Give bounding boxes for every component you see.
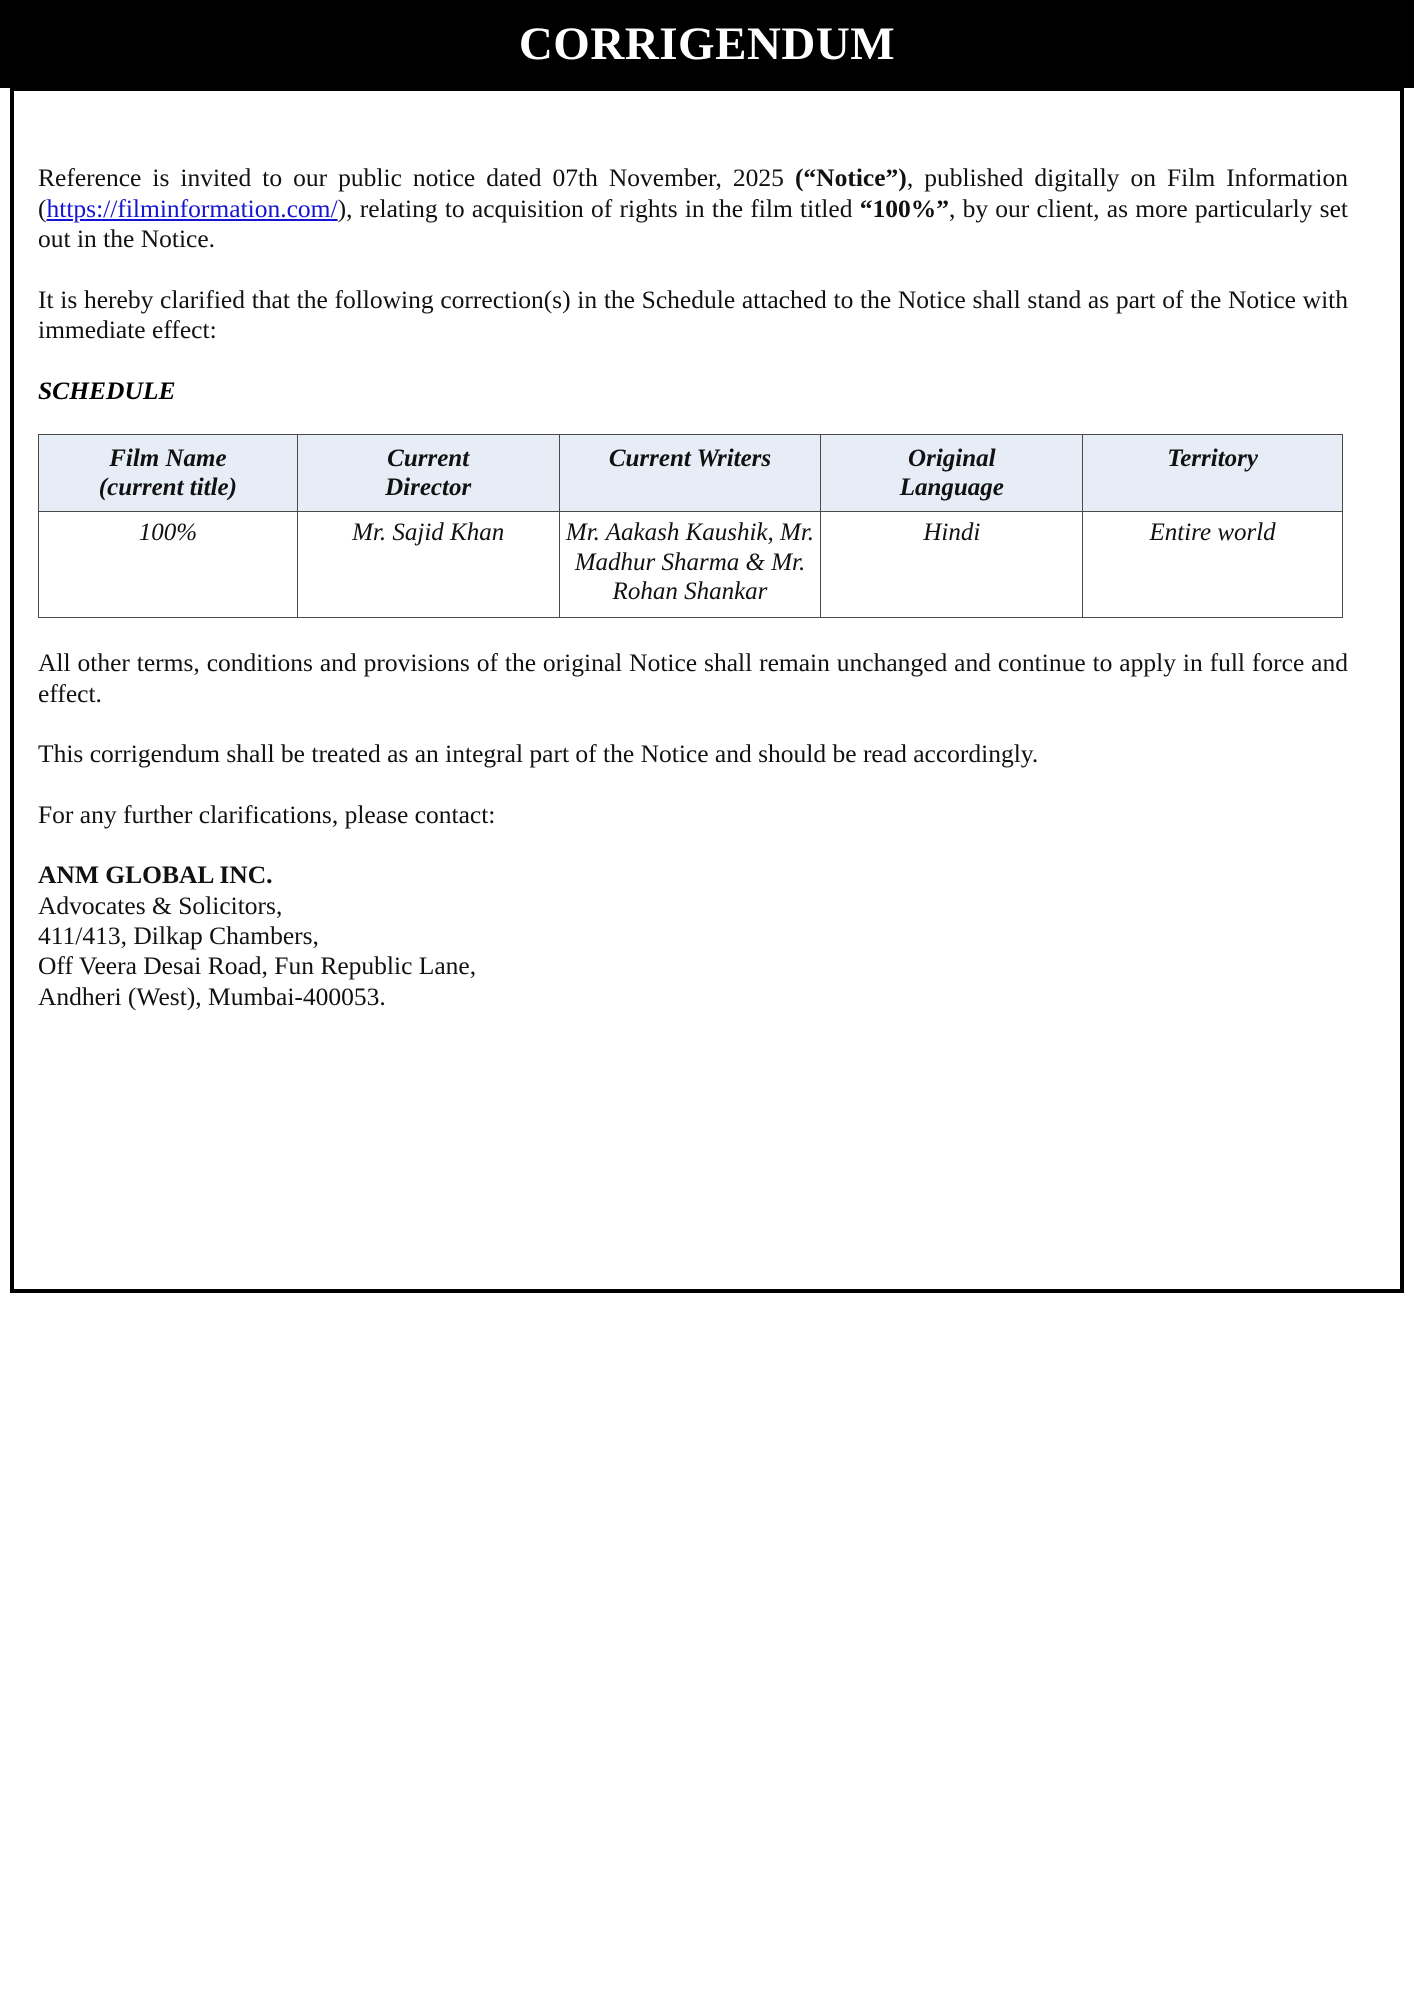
schedule-table (38, 434, 1343, 618)
paragraph-reference (38, 163, 1348, 255)
column-header-territory (1083, 434, 1343, 512)
document-content (38, 163, 1348, 1012)
column-header-film-name (39, 434, 298, 512)
paragraph-reference-part4: , by our client, as more particularly set out in the Notice. (38, 193, 1348, 254)
column-header-current-director-line2: Director (385, 474, 472, 502)
spacer (38, 346, 1348, 376)
cell-territory: Entire world (1083, 512, 1343, 618)
column-header-film-name-line2: (current title) (98, 474, 237, 502)
paragraph-reference-part3: ), relating to acquisition of rights in the film titled (337, 193, 860, 223)
cell-current-director: Mr. Sajid Khan (297, 512, 559, 618)
column-header-original-language (821, 434, 1083, 512)
film-title-inline: “100%” (859, 193, 949, 223)
filminformation-link[interactable]: https://filminformation.com/ (46, 193, 338, 223)
cell-current-writers: Mr. Aakash Kaushik, Mr. Madhur Sharma & Mr. Rohan Shankar (559, 512, 821, 618)
column-header-film-name-line1: Film Name (109, 444, 227, 472)
paragraph-reference-part1: Reference is invited to our public notice dated 07th November, 2025 (38, 163, 795, 192)
column-header-original-language-line1: Original (908, 444, 996, 472)
column-header-territory-line1: Territory (1167, 444, 1258, 472)
spacer (38, 255, 1348, 285)
spacer (38, 618, 1348, 648)
column-header-current-writers-line1: Current Writers (608, 444, 772, 472)
notice-definition-tag: (“Notice”) (794, 163, 907, 192)
paragraph-other-terms: All other terms, conditions and provisions of the original Notice shall remain unchanged and continue to apply in full force and effect. (38, 647, 1348, 708)
cell-film-name: 100% (39, 512, 298, 618)
paragraph-reference-part2: , published digitally on Film Information ( (38, 163, 1348, 223)
spacer (38, 406, 1348, 434)
column-header-current-director (297, 434, 559, 512)
spacer (38, 830, 1348, 860)
spacer (38, 709, 1348, 739)
cell-original-language: Hindi (821, 512, 1083, 618)
paragraph-clarification: It is hereby clarified that the following correction(s) in the Schedule attached to the Notice shall stand as part of the Notice with immediate effect: (38, 284, 1348, 345)
page-background-below (0, 1665, 1414, 2000)
contact-line-city: Andheri (West), Mumbai-400053. (38, 981, 386, 1011)
header-bar (0, 0, 1414, 88)
column-header-current-writers (559, 434, 821, 512)
contact-line-street1: 411/413, Dilkap Chambers, (38, 921, 319, 951)
contact-block (38, 860, 1348, 1012)
contact-line-role: Advocates & Solicitors, (38, 890, 283, 920)
column-header-current-director-line1: Current (387, 444, 470, 472)
table-row (39, 512, 1343, 618)
paragraph-contact-intro: For any further clarifications, please contact: (38, 799, 496, 829)
table-header-row (39, 434, 1343, 512)
paragraph-integral-part: This corrigendum shall be treated as an integral part of the Notice and should be read accordingly. (38, 739, 1039, 769)
document-frame (10, 88, 1404, 1293)
column-header-original-language-line2: Language (899, 474, 1004, 502)
spacer (38, 770, 1348, 800)
page-title: CORRIGENDUM (518, 17, 896, 70)
contact-firm-name: ANM GLOBAL INC. (38, 860, 273, 890)
schedule-heading: SCHEDULE (38, 375, 176, 405)
contact-line-street2: Off Veera Desai Road, Fun Republic Lane, (38, 951, 477, 981)
